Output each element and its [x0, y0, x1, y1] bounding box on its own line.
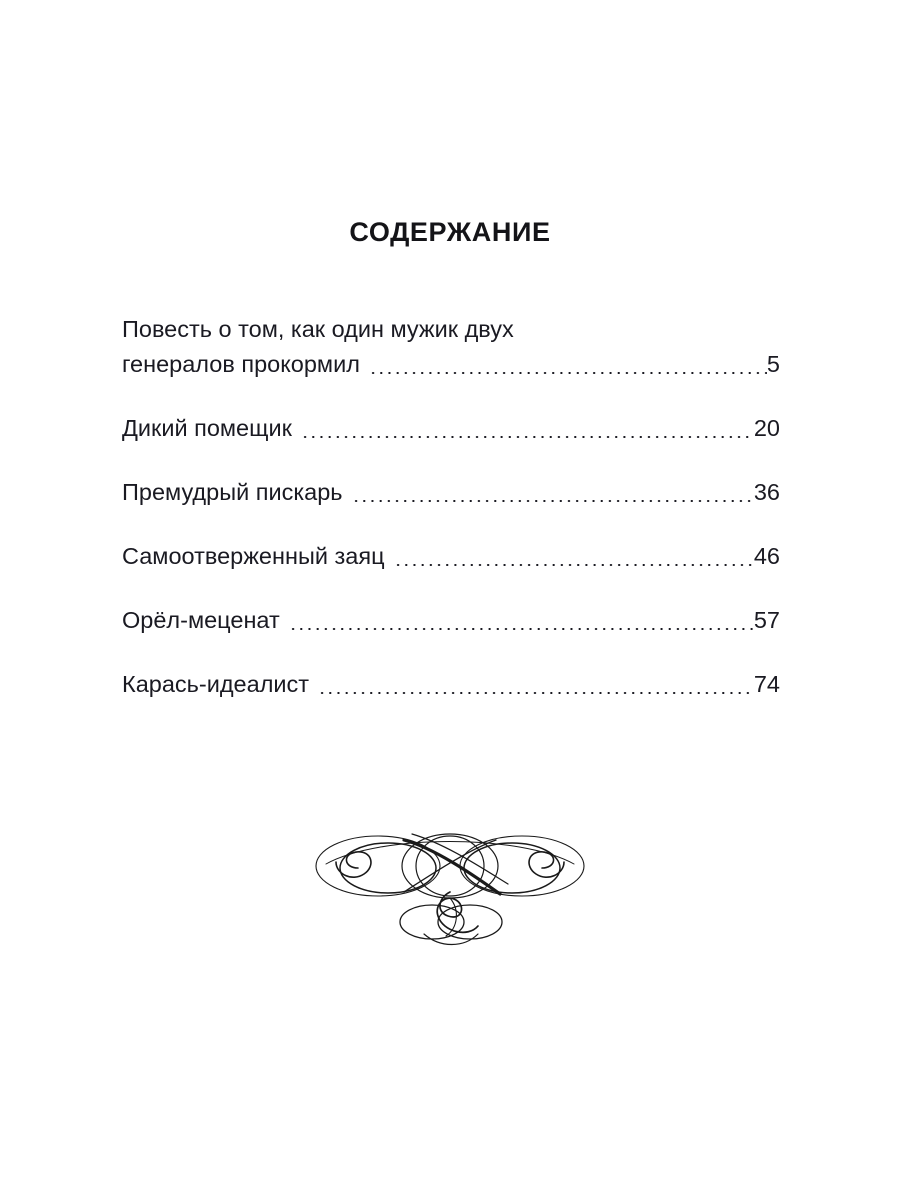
toc-entry-title: Самоотверженный заяц: [122, 543, 385, 569]
dot-leader: [318, 680, 754, 702]
toc-entry[interactable]: [122, 312, 780, 382]
toc-entry-list: [122, 312, 780, 702]
toc-entry-page-number: 46: [753, 543, 780, 569]
toc-entry-row: [122, 539, 780, 574]
toc-entry-title: Карась-идеалист: [122, 671, 310, 697]
toc-entry[interactable]: [122, 411, 780, 446]
ornament-container: [300, 818, 600, 958]
dot-leader: [369, 360, 767, 382]
dot-leader: [352, 488, 754, 510]
dot-leader: [289, 616, 754, 638]
toc-entry-row: [122, 475, 780, 510]
toc-entry-row: [122, 347, 780, 382]
dot-leader: [301, 424, 754, 446]
toc-entry-row: [122, 411, 780, 446]
toc-entry-page-number: 36: [753, 479, 780, 505]
toc-entry[interactable]: [122, 539, 780, 574]
toc-entry-title-line1: Повесть о том, как один мужик двух: [122, 316, 514, 342]
dot-leader: [394, 552, 754, 574]
toc-entry-row: [122, 667, 780, 702]
toc-entry[interactable]: [122, 603, 780, 638]
calligraphic-flourish-icon: [300, 818, 600, 958]
toc-entry-row: [122, 603, 780, 638]
toc-entry-page-number: 5: [766, 351, 780, 377]
toc-entry-page-number: 20: [753, 415, 780, 441]
toc-entry[interactable]: [122, 667, 780, 702]
toc-entry-title: Дикий помещик: [122, 415, 292, 441]
toc-entry-title: Орёл-меценат: [122, 607, 280, 633]
toc-entry-page-number: 74: [753, 671, 780, 697]
toc-entry[interactable]: [122, 475, 780, 510]
toc-entry-title-line2: генералов прокормил: [122, 351, 360, 377]
toc-entry-title: Премудрый пискарь: [122, 479, 343, 505]
page-title: СОДЕРЖАНИЕ: [349, 217, 551, 247]
toc-entry-page-number: 57: [753, 607, 780, 633]
